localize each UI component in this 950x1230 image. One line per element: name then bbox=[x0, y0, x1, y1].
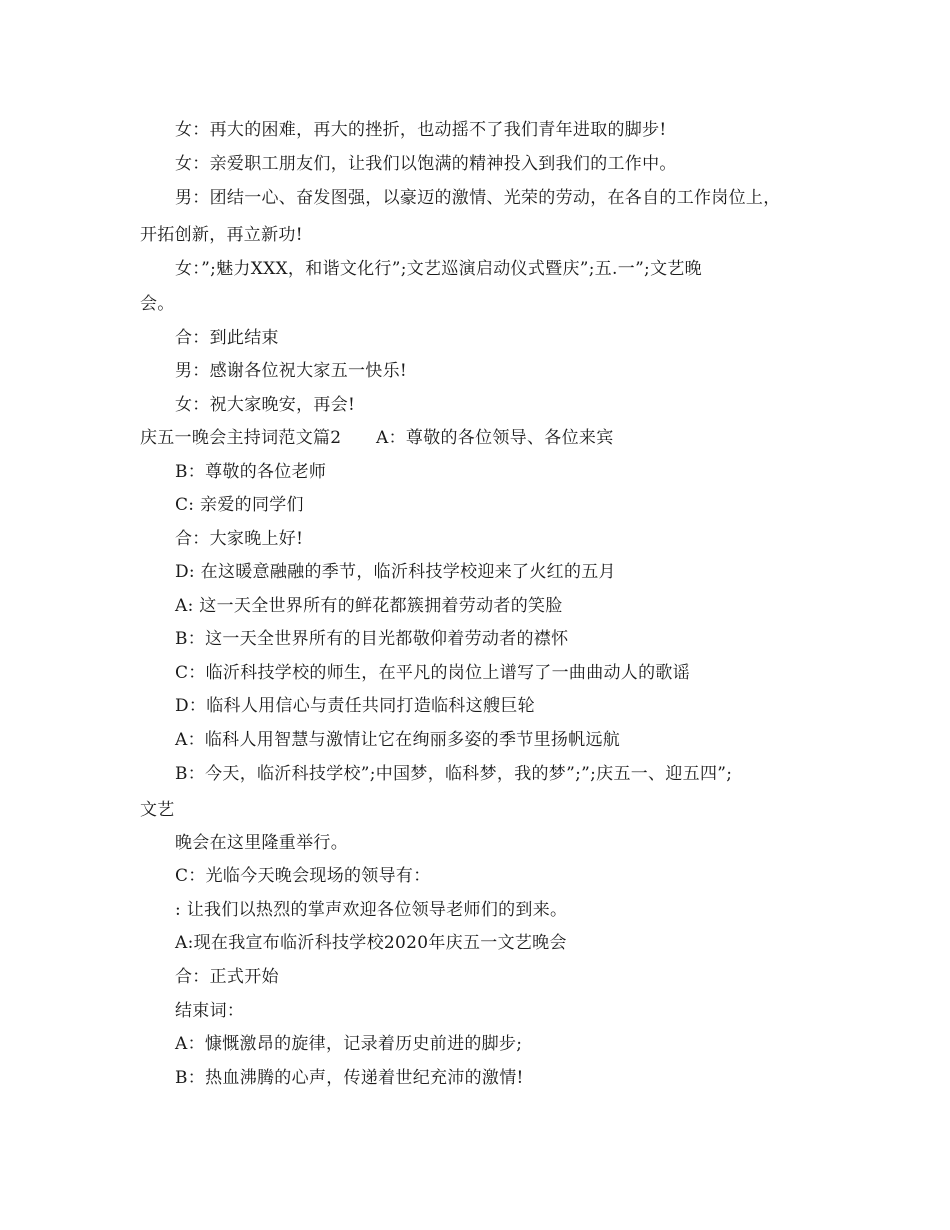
text-line: 开拓创新，再立新功! bbox=[140, 225, 303, 245]
text-line: 男：感谢各位祝大家五一快乐! bbox=[175, 361, 408, 381]
text-line: A：临科人用智慧与激情让它在绚丽多姿的季节里扬帆远航 bbox=[175, 730, 621, 750]
text-line: 女：再大的困难，再大的挫折，也动摇不了我们青年进取的脚步! bbox=[175, 120, 667, 140]
text-line: B：热血沸腾的心声，传递着世纪充沛的激情! bbox=[175, 1068, 524, 1088]
text-line: : 让我们以热烈的掌声欢迎各位领导老师们的到来。 bbox=[175, 900, 568, 920]
text-line: 文艺 bbox=[140, 800, 175, 820]
text-line: 女：祝大家晚安，再会! bbox=[175, 395, 356, 415]
section-heading: 庆五一晚会主持词范文篇2 A：尊敬的各位领导、各位来宾 bbox=[140, 428, 614, 448]
text-line: 晚会在这里隆重举行。 bbox=[175, 833, 348, 853]
text-line: 会。 bbox=[140, 294, 175, 314]
text-line: A:现在我宣布临沂科技学校2020年庆五一文艺晚会 bbox=[175, 933, 567, 953]
text-line: B：这一天全世界所有的目光都敬仰着劳动者的襟怀 bbox=[175, 629, 569, 649]
text-line: 女：”;魅力XXX，和谐文化行”;文艺巡演启动仪式暨庆”;五.一”;文艺晚 bbox=[175, 259, 702, 279]
text-line: 结束词： bbox=[175, 1001, 245, 1021]
text-line: C: 亲爱的同学们 bbox=[175, 495, 304, 515]
text-line: A：慷慨激昂的旋律，记录着历史前进的脚步; bbox=[175, 1034, 523, 1054]
text-line: A: 这一天全世界所有的鲜花都簇拥着劳动者的笑脸 bbox=[175, 596, 563, 616]
text-line: C：光临今天晚会现场的领导有： bbox=[175, 866, 431, 886]
text-line: 合：大家晚上好! bbox=[175, 529, 304, 549]
text-line: C：临沂科技学校的师生，在平凡的岗位上谱写了一曲曲动人的歌谣 bbox=[175, 663, 691, 683]
text-line: D: 在这暖意融融的季节，临沂科技学校迎来了火红的五月 bbox=[175, 562, 616, 582]
text-line: 男：团结一心、奋发图强，以豪迈的激情、光荣的劳动，在各自的工作岗位上， bbox=[175, 188, 781, 208]
text-line: D：临科人用信心与责任共同打造临科这艘巨轮 bbox=[175, 696, 535, 716]
text-line: B：今天，临沂科技学校”;中国梦，临科梦，我的梦”;”;庆五一、迎五四”; bbox=[175, 764, 733, 784]
text-line: 女：亲爱职工朋友们，让我们以饱满的精神投入到我们的工作中。 bbox=[175, 154, 677, 174]
text-line: 合：到此结束 bbox=[175, 328, 279, 348]
text-line: B：尊敬的各位老师 bbox=[175, 462, 327, 482]
text-line: 合：正式开始 bbox=[175, 967, 279, 987]
